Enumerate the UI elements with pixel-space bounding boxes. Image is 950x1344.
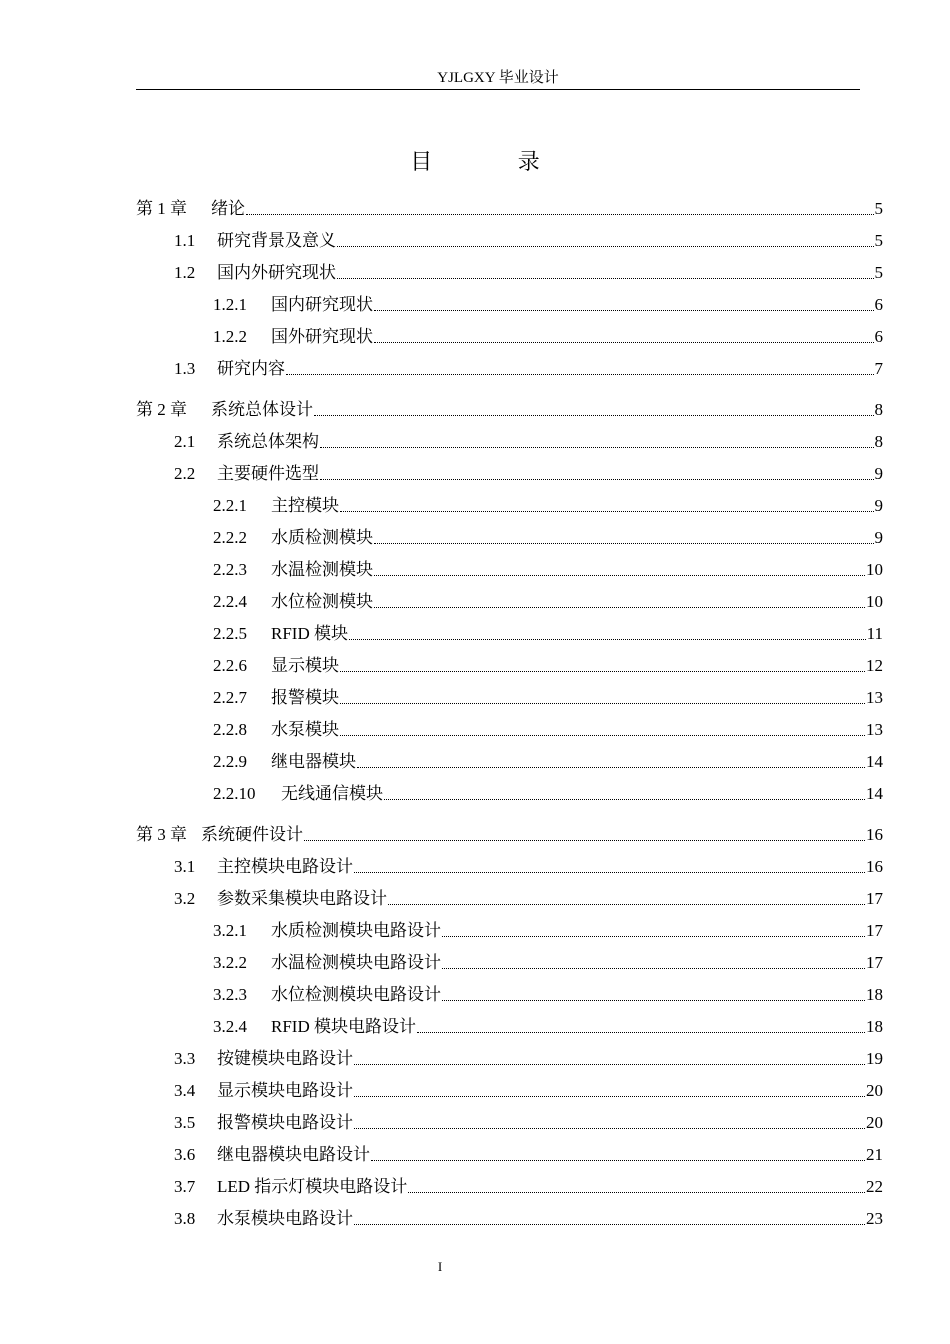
dot-leader bbox=[417, 1031, 865, 1033]
toc-entry-title: 研究背景及意义 bbox=[217, 231, 336, 250]
toc-entry-page: 17 bbox=[866, 889, 883, 908]
toc-entry-title: 水位检测模块电路设计 bbox=[271, 985, 441, 1004]
toc-entry-number: 2.2.7 bbox=[213, 688, 247, 707]
toc-entry-number: 3.6 bbox=[174, 1145, 196, 1164]
toc-entry[interactable] bbox=[136, 259, 883, 283]
toc-entry-title: 水温检测模块 bbox=[271, 560, 373, 579]
toc-entry-page: 20 bbox=[866, 1081, 883, 1100]
toc-entry-page: 23 bbox=[866, 1209, 883, 1228]
dot-leader bbox=[384, 798, 865, 800]
toc-entry-number: 2.1 bbox=[174, 432, 196, 451]
toc-entry-number: 3.8 bbox=[174, 1209, 196, 1228]
toc-entry-title: 水质检测模块电路设计 bbox=[271, 921, 441, 940]
toc-entry-title: 主控模块 bbox=[271, 496, 339, 515]
toc-entry-number: 第 2 章 bbox=[136, 400, 187, 419]
toc-entry-number: 1.2.1 bbox=[213, 295, 247, 314]
toc-title: 目 录 bbox=[410, 149, 580, 174]
toc-entry[interactable] bbox=[136, 291, 883, 315]
toc-entry-page: 13 bbox=[866, 688, 883, 707]
toc-entry-number: 3.2.4 bbox=[213, 1017, 247, 1036]
toc-entry-page: 9 bbox=[874, 528, 883, 547]
dot-leader bbox=[320, 478, 874, 480]
toc-entry-title: 报警模块电路设计 bbox=[217, 1113, 353, 1132]
toc-entry[interactable] bbox=[136, 853, 883, 877]
dot-leader bbox=[374, 542, 874, 544]
toc-entry-number: 3.3 bbox=[174, 1049, 196, 1068]
toc-entry-page: 16 bbox=[866, 857, 883, 876]
toc-entry-page: 17 bbox=[866, 921, 883, 940]
toc-entry[interactable] bbox=[136, 981, 883, 1005]
dot-leader bbox=[349, 638, 866, 640]
dot-leader bbox=[337, 245, 874, 247]
toc-entry[interactable] bbox=[136, 917, 883, 941]
toc-entry-page: 8 bbox=[874, 400, 883, 419]
toc-entry-page: 10 bbox=[866, 592, 883, 611]
toc-entry-number: 3.2 bbox=[174, 889, 196, 908]
toc-entry-title: 国内研究现状 bbox=[271, 295, 373, 314]
toc-entry-title: RFID 模块 bbox=[271, 624, 348, 643]
toc-entry-title: 参数采集模块电路设计 bbox=[217, 889, 387, 908]
toc-entry-page: 8 bbox=[874, 432, 883, 451]
toc-entry[interactable] bbox=[136, 1013, 883, 1037]
toc-entry-number: 3.4 bbox=[174, 1081, 196, 1100]
toc-entry-number: 2.2.1 bbox=[213, 496, 247, 515]
toc-entry-title: 显示模块电路设计 bbox=[217, 1081, 353, 1100]
toc-entry-page: 20 bbox=[866, 1113, 883, 1132]
toc-entry-title: 系统总体设计 bbox=[211, 400, 313, 419]
toc-entry-title: 水温检测模块电路设计 bbox=[271, 953, 441, 972]
toc-entry-page: 5 bbox=[874, 263, 883, 282]
toc-entry[interactable] bbox=[136, 1205, 883, 1229]
toc-entry[interactable] bbox=[136, 492, 883, 516]
toc-entry[interactable] bbox=[136, 620, 883, 644]
toc-entry-page: 6 bbox=[874, 327, 883, 346]
toc-entry-number: 1.3 bbox=[174, 359, 196, 378]
dot-leader bbox=[354, 1063, 865, 1065]
toc-entry-number: 2.2 bbox=[174, 464, 196, 483]
toc-entry-page: 19 bbox=[866, 1049, 883, 1068]
toc-entry-number: 2.2.4 bbox=[213, 592, 247, 611]
dot-leader bbox=[388, 903, 865, 905]
toc-entry-number: 1.2.2 bbox=[213, 327, 247, 346]
toc-entry[interactable] bbox=[136, 748, 883, 772]
toc-entry-page: 6 bbox=[874, 295, 883, 314]
table-of-contents bbox=[136, 0, 883, 1344]
toc-entry[interactable] bbox=[136, 460, 883, 484]
dot-leader bbox=[442, 999, 865, 1001]
dot-leader bbox=[442, 935, 865, 937]
toc-entry-page: 9 bbox=[874, 464, 883, 483]
toc-entry-number: 3.2.3 bbox=[213, 985, 247, 1004]
toc-entry-title: 水泵模块电路设计 bbox=[217, 1209, 353, 1228]
toc-entry[interactable] bbox=[136, 780, 883, 804]
toc-entry[interactable] bbox=[136, 588, 883, 612]
toc-entry-title: 报警模块 bbox=[271, 688, 339, 707]
dot-leader bbox=[340, 734, 865, 736]
toc-entry-title: 研究内容 bbox=[217, 359, 285, 378]
toc-entry[interactable] bbox=[136, 428, 883, 452]
toc-entry-number: 2.2.3 bbox=[213, 560, 247, 579]
toc-entry-page: 11 bbox=[866, 624, 883, 643]
toc-entry-title: 无线通信模块 bbox=[281, 784, 383, 803]
toc-entry[interactable] bbox=[136, 556, 883, 580]
toc-entry-page: 10 bbox=[866, 560, 883, 579]
toc-entry-page: 17 bbox=[866, 953, 883, 972]
toc-entry-number: 2.2.8 bbox=[213, 720, 247, 739]
dot-leader bbox=[357, 766, 865, 768]
toc-entry-number: 3.7 bbox=[174, 1177, 196, 1196]
toc-entry-page: 21 bbox=[866, 1145, 883, 1164]
toc-entry-page: 16 bbox=[866, 825, 883, 844]
dot-leader bbox=[354, 1223, 865, 1225]
toc-entry-title: RFID 模块电路设计 bbox=[271, 1017, 416, 1036]
toc-entry-page: 14 bbox=[866, 784, 883, 803]
header-title: YJLGXY 毕业设计 bbox=[437, 70, 559, 86]
dot-leader bbox=[340, 702, 865, 704]
toc-entry[interactable] bbox=[136, 195, 883, 219]
dot-leader bbox=[374, 606, 865, 608]
dot-leader bbox=[246, 213, 874, 215]
toc-entry-title: 水位检测模块 bbox=[271, 592, 373, 611]
dot-leader bbox=[340, 670, 865, 672]
toc-entry-page: 14 bbox=[866, 752, 883, 771]
toc-entry-number: 3.5 bbox=[174, 1113, 196, 1132]
toc-entry[interactable] bbox=[136, 821, 883, 845]
dot-leader bbox=[340, 510, 874, 512]
toc-entry-title: 主控模块电路设计 bbox=[217, 857, 353, 876]
toc-entry-title: 绪论 bbox=[211, 199, 245, 218]
toc-entry-title: 国外研究现状 bbox=[271, 327, 373, 346]
toc-entry-number: 第 1 章 bbox=[136, 199, 187, 218]
toc-entry[interactable] bbox=[136, 1045, 883, 1069]
toc-entry-page: 18 bbox=[866, 985, 883, 1004]
toc-entry-number: 3.2.1 bbox=[213, 921, 247, 940]
toc-entry[interactable] bbox=[136, 524, 883, 548]
toc-entry[interactable] bbox=[136, 1109, 883, 1133]
toc-entry-title: 主要硬件选型 bbox=[217, 464, 319, 483]
dot-leader bbox=[371, 1159, 865, 1161]
toc-entry-title: 继电器模块 bbox=[271, 752, 356, 771]
toc-entry-number: 第 3 章 bbox=[136, 825, 187, 844]
toc-entry-number: 1.2 bbox=[174, 263, 196, 282]
toc-entry[interactable] bbox=[136, 323, 883, 347]
toc-entry-title: 继电器模块电路设计 bbox=[217, 1145, 370, 1164]
dot-leader bbox=[304, 839, 865, 841]
dot-leader bbox=[354, 871, 865, 873]
toc-entry-number: 3.1 bbox=[174, 857, 196, 876]
toc-entry[interactable] bbox=[136, 652, 883, 676]
dot-leader bbox=[354, 1127, 865, 1129]
dot-leader bbox=[374, 574, 865, 576]
toc-entry-title: 水质检测模块 bbox=[271, 528, 373, 547]
toc-entry-title: 按键模块电路设计 bbox=[217, 1049, 353, 1068]
toc-entry[interactable] bbox=[136, 949, 883, 973]
toc-entry[interactable] bbox=[136, 396, 883, 420]
dot-leader bbox=[374, 309, 874, 311]
toc-entry[interactable] bbox=[136, 885, 883, 909]
dot-leader bbox=[314, 414, 874, 416]
toc-entry[interactable] bbox=[136, 1077, 883, 1101]
toc-entry-page: 18 bbox=[866, 1017, 883, 1036]
toc-entry-page: 5 bbox=[874, 231, 883, 250]
toc-entry-page: 13 bbox=[866, 720, 883, 739]
toc-entry-page: 5 bbox=[874, 199, 883, 218]
page-number: I bbox=[437, 1259, 443, 1274]
toc-entry[interactable] bbox=[136, 355, 883, 379]
toc-entry-number: 2.2.6 bbox=[213, 656, 247, 675]
dot-leader bbox=[286, 373, 874, 375]
toc-entry-page: 9 bbox=[874, 496, 883, 515]
dot-leader bbox=[408, 1191, 865, 1193]
toc-entry-page: 22 bbox=[866, 1177, 883, 1196]
toc-entry-title: 国内外研究现状 bbox=[217, 263, 336, 282]
toc-entry-title: LED 指示灯模块电路设计 bbox=[217, 1177, 408, 1196]
toc-entry[interactable] bbox=[136, 716, 883, 740]
toc-entry[interactable] bbox=[136, 1173, 883, 1197]
toc-entry-number: 1.1 bbox=[174, 231, 196, 250]
dot-leader bbox=[320, 446, 874, 448]
toc-entry-number: 2.2.9 bbox=[213, 752, 247, 771]
toc-entry-number: 3.2.2 bbox=[213, 953, 247, 972]
toc-entry-number: 2.2.5 bbox=[213, 624, 247, 643]
toc-entry[interactable] bbox=[136, 227, 883, 251]
toc-entry-title: 系统总体架构 bbox=[217, 432, 319, 451]
dot-leader bbox=[337, 277, 874, 279]
toc-entry[interactable] bbox=[136, 684, 883, 708]
toc-entry-number: 2.2.2 bbox=[213, 528, 247, 547]
dot-leader bbox=[442, 967, 865, 969]
toc-entry-title: 水泵模块 bbox=[271, 720, 339, 739]
toc-entry[interactable] bbox=[136, 1141, 883, 1165]
toc-entry-page: 12 bbox=[866, 656, 883, 675]
toc-entry-number: 2.2.10 bbox=[213, 784, 256, 803]
toc-entry-page: 7 bbox=[874, 359, 883, 378]
toc-entry-title: 系统硬件设计 bbox=[201, 825, 303, 844]
dot-leader bbox=[374, 341, 874, 343]
dot-leader bbox=[354, 1095, 865, 1097]
toc-entry-title: 显示模块 bbox=[271, 656, 339, 675]
